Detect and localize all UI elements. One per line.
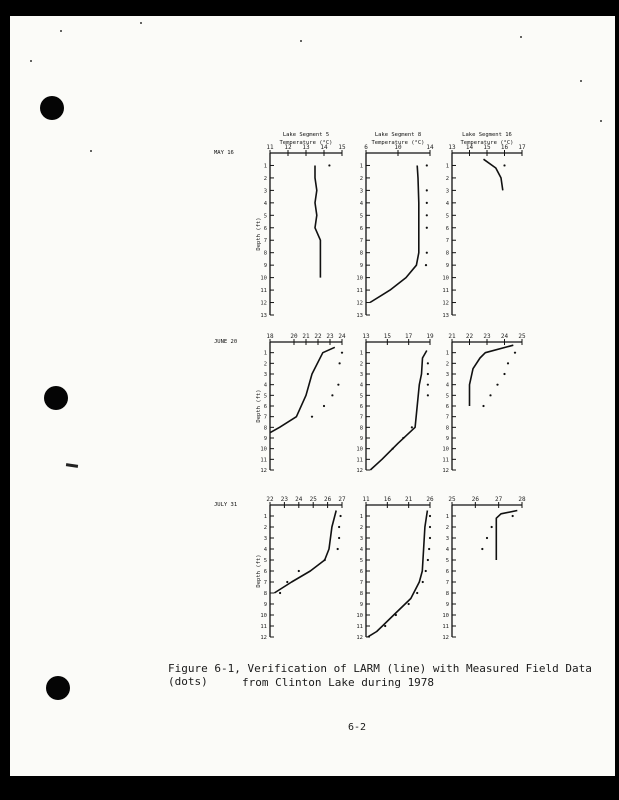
field-data-point [339, 362, 341, 364]
field-data-point [392, 448, 394, 450]
field-data-point [341, 352, 343, 354]
x-tick-label: 11 [266, 144, 274, 151]
y-tick-label: 12 [260, 468, 267, 474]
scan-speck [600, 120, 602, 122]
x-tick-label: 25 [518, 333, 526, 340]
field-data-point [426, 227, 428, 229]
x-tick-label: 22 [465, 333, 474, 340]
x-tick-label: 15 [338, 144, 346, 151]
field-data-point [427, 559, 429, 561]
panel-1 [214, 132, 346, 319]
y-tick-label: 5 [263, 213, 267, 220]
y-tick-label: 4 [359, 382, 363, 389]
field-data-point [402, 437, 404, 439]
y-tick-label: 12 [356, 300, 363, 307]
y-tick-label: 12 [442, 468, 449, 474]
model-line [496, 511, 517, 561]
field-data-point [503, 164, 505, 166]
y-tick-label: 6 [359, 569, 363, 575]
y-tick-label: 11 [260, 457, 267, 464]
y-tick-label: 3 [359, 536, 363, 542]
model-line [484, 159, 503, 190]
x-tick-label: 26 [471, 496, 479, 503]
field-data-point [324, 559, 326, 561]
x-tick-label: 13 [302, 144, 310, 151]
panel-7 [214, 496, 346, 641]
y-tick-label: 2 [263, 361, 267, 368]
field-data-point [331, 394, 333, 396]
field-data-point [427, 384, 429, 386]
model-line [370, 351, 427, 471]
x-tick-label: 21 [302, 333, 310, 340]
x-tick-label: 23 [326, 333, 334, 340]
model-line [270, 347, 335, 432]
y-tick-label: 1 [445, 350, 449, 357]
y-tick-label: 5 [263, 558, 267, 564]
y-tick-label: 11 [260, 288, 267, 295]
y-tick-label: 2 [445, 525, 449, 531]
y-tick-label: 6 [263, 404, 267, 410]
field-data-point [427, 394, 429, 396]
x-tick-label: 14 [320, 144, 328, 151]
x-tick-label: 16 [383, 496, 391, 503]
y-tick-label: 3 [445, 188, 449, 195]
y-tick-label: 1 [263, 163, 267, 170]
y-tick-label: 3 [263, 372, 267, 378]
y-tick-label: 5 [445, 558, 449, 564]
x-tick-label: 15 [383, 333, 391, 340]
y-tick-label: 13 [260, 313, 267, 319]
field-data-point [311, 416, 313, 418]
y-tick-label: 4 [359, 547, 363, 553]
x-tick-label: 11 [362, 496, 370, 503]
field-data-point [512, 515, 514, 517]
y-tick-label: 4 [445, 382, 449, 389]
y-tick-label: 9 [445, 436, 449, 442]
x-tick-label: 21 [448, 333, 456, 340]
y-tick-label: 7 [263, 238, 267, 245]
y-tick-label: 6 [445, 404, 449, 410]
field-data-point [422, 581, 424, 583]
y-tick-label: 8 [263, 250, 267, 257]
panel-5 [356, 333, 434, 474]
scan-speck [140, 22, 142, 24]
y-tick-label: 4 [263, 547, 267, 553]
y-tick-label: 12 [260, 635, 267, 641]
y-tick-label: 10 [260, 446, 267, 453]
panel-title: Lake Segment 5 [282, 132, 330, 138]
y-tick-label: 4 [263, 200, 267, 207]
y-tick-label: 1 [263, 514, 267, 520]
y-axis-label: Depth (ft) [256, 217, 262, 251]
panel-3 [442, 132, 526, 319]
y-axis-label: Depth (ft) [256, 554, 262, 588]
row-label: MAY 16 [214, 150, 234, 156]
field-data-point [486, 537, 488, 539]
field-data-point [489, 394, 491, 396]
y-tick-label: 4 [445, 547, 449, 553]
y-tick-label: 13 [442, 313, 449, 319]
panel-2 [356, 132, 434, 319]
field-data-point [491, 526, 493, 528]
model-line [470, 345, 514, 406]
y-tick-label: 1 [359, 514, 363, 520]
x-tick-label: 16 [500, 144, 509, 151]
field-data-point [416, 592, 418, 594]
scan-speck [30, 60, 32, 62]
y-tick-label: 8 [445, 425, 449, 432]
y-tick-label: 11 [356, 288, 363, 295]
scan-speck [60, 30, 62, 32]
x-tick-label: 13 [362, 333, 370, 340]
field-data-point [429, 537, 431, 539]
y-tick-label: 12 [260, 300, 267, 307]
panel-6 [442, 333, 526, 474]
y-tick-label: 7 [445, 580, 449, 586]
y-tick-label: 1 [263, 350, 267, 357]
y-tick-label: 7 [359, 238, 363, 245]
field-data-point [482, 405, 484, 407]
field-data-point [337, 384, 339, 386]
panel-4 [214, 333, 346, 474]
field-data-point [426, 214, 428, 216]
x-tick-label: 13 [448, 144, 456, 151]
field-data-point [425, 570, 427, 572]
y-tick-label: 10 [442, 613, 449, 619]
x-tick-label: 22 [314, 333, 322, 340]
y-tick-label: 12 [442, 300, 449, 307]
y-tick-label: 7 [263, 414, 267, 421]
scan-speck [520, 36, 522, 38]
x-axis-label: Temperature (°C) [279, 140, 333, 146]
panel-9 [442, 496, 526, 641]
scan-speck [90, 150, 92, 152]
y-tick-label: 9 [359, 436, 363, 442]
field-data-point [428, 548, 430, 550]
field-data-point [339, 515, 341, 517]
x-tick-label: 26 [426, 496, 434, 503]
y-tick-label: 6 [445, 225, 449, 232]
y-tick-label: 3 [359, 372, 363, 378]
x-tick-label: 25 [448, 496, 456, 503]
y-tick-label: 4 [445, 200, 449, 207]
y-tick-label: 8 [445, 250, 449, 257]
y-tick-label: 7 [263, 580, 267, 586]
y-axis-label: Depth (ft) [256, 389, 262, 423]
x-tick-label: 14 [465, 144, 474, 151]
y-tick-label: 11 [442, 457, 449, 464]
y-tick-label: 7 [359, 580, 363, 586]
field-data-point [507, 362, 509, 364]
model-line [370, 166, 419, 303]
field-data-point [395, 614, 397, 616]
field-data-point [503, 373, 505, 375]
y-tick-label: 12 [356, 635, 363, 641]
y-tick-label: 9 [263, 436, 267, 442]
x-axis-label: Temperature (°C) [460, 140, 514, 146]
y-tick-label: 1 [359, 163, 363, 170]
y-tick-label: 4 [263, 382, 267, 389]
field-data-point [328, 164, 330, 166]
model-line [274, 511, 336, 594]
y-tick-label: 9 [445, 263, 449, 270]
y-tick-label: 6 [445, 569, 449, 575]
x-tick-label: 12 [284, 144, 292, 151]
x-tick-label: 28 [518, 496, 526, 503]
y-tick-label: 2 [359, 175, 363, 182]
field-data-point [426, 164, 428, 166]
y-tick-label: 2 [445, 361, 449, 368]
y-tick-label: 1 [359, 350, 363, 357]
y-tick-label: 8 [359, 591, 363, 597]
x-tick-label: 23 [280, 496, 289, 503]
panel-title: Lake Segment 8 [374, 132, 422, 138]
x-tick-label: 24 [338, 333, 346, 340]
field-data-point [496, 384, 498, 386]
y-tick-label: 8 [263, 425, 267, 432]
field-data-point [481, 548, 483, 550]
field-data-point [323, 405, 325, 407]
model-line [315, 166, 320, 278]
y-tick-label: 9 [359, 602, 363, 608]
y-tick-label: 3 [445, 372, 449, 378]
y-tick-label: 5 [445, 393, 449, 400]
x-tick-label: 26 [323, 496, 332, 503]
model-line [368, 511, 428, 638]
y-tick-label: 6 [359, 404, 363, 410]
figure-caption-line-1: Figure 6-1, Verification of LARM (line) with Measured Field Data (dots) [168, 662, 592, 688]
panel-title: Lake Segment 16 [462, 132, 512, 138]
x-tick-label: 6 [364, 144, 368, 151]
y-tick-label: 5 [445, 213, 449, 220]
field-data-point [338, 526, 340, 528]
y-tick-label: 5 [359, 558, 363, 564]
x-tick-label: 18 [266, 333, 274, 340]
y-tick-label: 2 [445, 175, 449, 182]
x-tick-label: 25 [309, 496, 317, 503]
x-tick-label: 20 [290, 333, 298, 340]
x-tick-label: 24 [295, 496, 303, 503]
y-tick-label: 3 [263, 188, 267, 195]
field-data-point [514, 352, 516, 354]
y-tick-label: 10 [260, 613, 267, 619]
field-data-point [279, 592, 281, 594]
y-tick-label: 11 [356, 624, 363, 630]
scan-speck [580, 80, 582, 82]
x-tick-label: 14 [426, 144, 434, 151]
x-tick-label: 21 [405, 496, 413, 503]
x-axis-label: Temperature (°C) [371, 140, 425, 146]
field-data-point [427, 362, 429, 364]
y-tick-label: 7 [445, 414, 449, 421]
field-data-point [426, 202, 428, 204]
y-tick-label: 7 [359, 414, 363, 421]
y-tick-label: 6 [263, 225, 267, 232]
scan-speck [300, 40, 302, 42]
x-tick-label: 24 [500, 333, 509, 340]
x-tick-label: 17 [405, 333, 413, 340]
field-data-point [429, 515, 431, 517]
x-tick-label: 22 [266, 496, 274, 503]
y-tick-label: 10 [260, 275, 267, 282]
y-tick-label: 2 [359, 361, 363, 368]
y-tick-label: 12 [356, 468, 363, 474]
field-data-point [426, 252, 428, 254]
row-label: JULY 31 [214, 502, 238, 508]
y-tick-label: 10 [442, 446, 449, 453]
y-tick-label: 9 [359, 263, 363, 270]
y-tick-label: 8 [359, 250, 363, 257]
field-data-point [384, 625, 386, 627]
y-tick-label: 6 [263, 569, 267, 575]
field-data-point [337, 548, 339, 550]
y-tick-label: 2 [263, 175, 267, 182]
y-tick-label: 11 [356, 457, 363, 464]
y-tick-label: 9 [445, 602, 449, 608]
y-tick-label: 5 [359, 393, 363, 400]
y-tick-label: 8 [359, 425, 363, 432]
y-tick-label: 3 [445, 536, 449, 542]
y-tick-label: 10 [356, 613, 363, 619]
y-tick-label: 4 [359, 200, 363, 207]
y-tick-label: 3 [359, 188, 363, 195]
y-tick-label: 5 [263, 393, 267, 400]
y-tick-label: 10 [356, 446, 363, 453]
field-data-point [425, 264, 427, 266]
y-tick-label: 2 [263, 525, 267, 531]
y-tick-label: 6 [359, 225, 363, 232]
x-tick-label: 10 [394, 144, 402, 151]
y-tick-label: 1 [445, 163, 449, 170]
field-data-point [429, 526, 431, 528]
y-tick-label: 8 [263, 591, 267, 597]
y-tick-label: 7 [445, 238, 449, 245]
y-tick-label: 9 [263, 263, 267, 270]
y-tick-label: 9 [263, 602, 267, 608]
field-data-point [286, 581, 288, 583]
x-tick-label: 15 [483, 144, 491, 151]
field-data-point [427, 373, 429, 375]
x-tick-label: 19 [426, 333, 434, 340]
page-number: 6-2 [348, 722, 367, 733]
y-tick-label: 2 [359, 525, 363, 531]
row-label: JUNE 20 [214, 339, 238, 345]
field-data-point [298, 570, 300, 572]
y-tick-label: 12 [442, 635, 449, 641]
panel-8 [356, 496, 434, 641]
y-tick-label: 11 [442, 288, 449, 295]
figure-caption-line-2: from Clinton Lake during 1978 [242, 676, 435, 689]
field-data-point [426, 189, 428, 191]
x-tick-label: 23 [483, 333, 491, 340]
field-data-point [408, 603, 410, 605]
y-tick-label: 5 [359, 213, 363, 220]
field-data-point [338, 537, 340, 539]
y-tick-label: 1 [445, 514, 449, 520]
x-tick-label: 27 [338, 496, 346, 503]
y-tick-label: 10 [356, 275, 363, 282]
y-tick-label: 11 [442, 624, 449, 630]
y-tick-label: 3 [263, 536, 267, 542]
x-tick-label: 27 [495, 496, 503, 503]
y-tick-label: 8 [445, 591, 449, 597]
x-tick-label: 17 [518, 144, 526, 151]
y-tick-label: 10 [442, 275, 449, 282]
y-tick-label: 13 [356, 313, 363, 319]
y-tick-label: 11 [260, 624, 267, 630]
field-data-point [411, 426, 413, 428]
